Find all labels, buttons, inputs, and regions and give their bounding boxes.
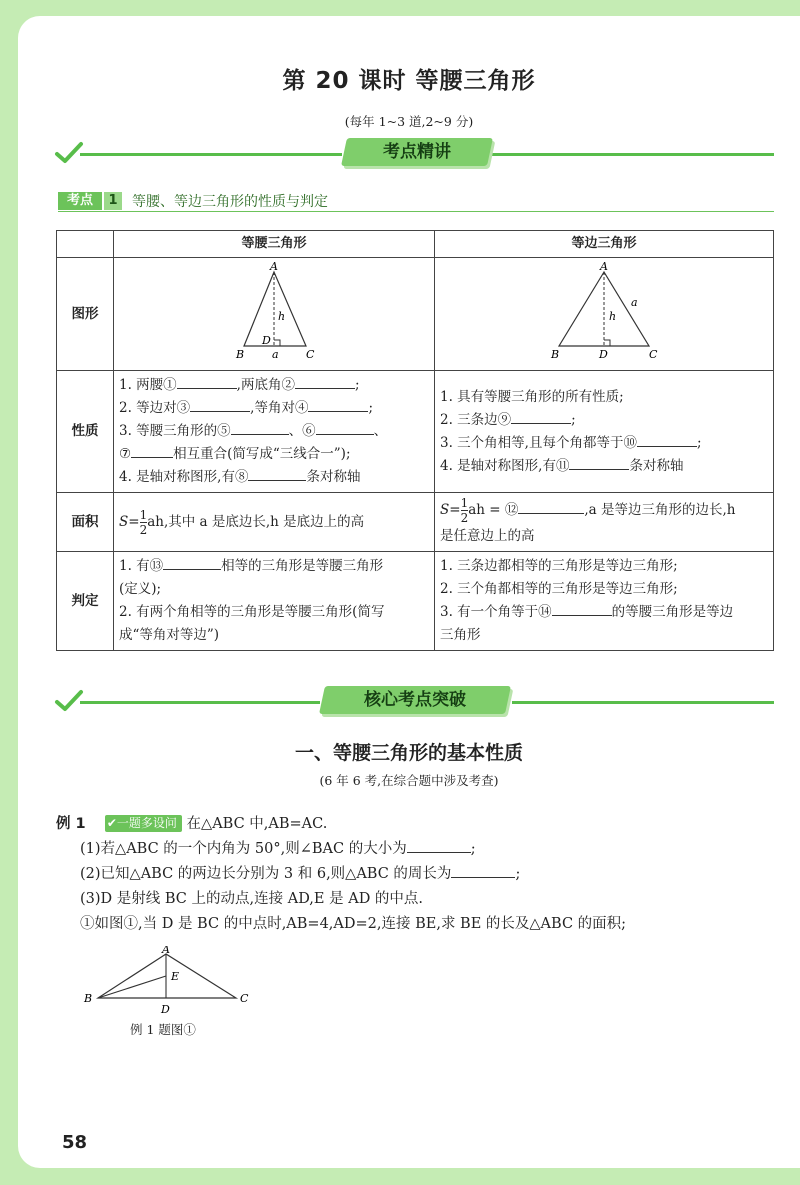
iso-prop-4a: ⑦	[119, 446, 132, 462]
iso-label-d: D	[262, 334, 271, 347]
section-badge-hexin-text: 核心考点突破	[364, 690, 466, 710]
iso-label-h: h	[278, 310, 286, 323]
iso-judge-3: 2. 有两个角相等的三角形是等腰三角形(简写	[119, 604, 385, 620]
fig-label-e: E	[171, 970, 180, 983]
question-2-end: ;	[515, 866, 521, 882]
iso-prop-2c: ;	[368, 400, 374, 416]
iso-prop-5a: 4. 是轴对称图形,有⑧	[119, 469, 249, 485]
equilateral-area-cell	[435, 493, 774, 552]
isosceles-property-cell	[114, 371, 435, 493]
equ-judge-2: 2. 三个角都相等的三角形是等边三角形;	[440, 581, 678, 597]
equ-area-post: ,a 是等边三角形的边长,h	[584, 502, 736, 518]
equ-prop-3a: 3. 三个角相等,且每个角都等于⑩	[440, 434, 637, 451]
table-corner	[57, 231, 114, 258]
header-equilateral: 等边三角形	[435, 231, 774, 258]
iso-prop-2a: 2. 等边对③	[119, 400, 191, 416]
equ-area-num: 1	[460, 496, 469, 510]
section-divider-left	[80, 153, 342, 156]
question-3-part-1: ①如图①,当 D 是 BC 的中点时,AB=4,AD=2,连接 BE,求 BE 的长及△ABC 的面积;	[80, 916, 627, 932]
multi-question-badge	[105, 815, 182, 832]
equ-area-den: 2	[460, 511, 469, 525]
question-1-end: ;	[470, 841, 476, 857]
equ-label-a-vertex: A	[600, 260, 608, 273]
equ-prop-1: 1. 具有等腰三角形的所有性质;	[440, 388, 624, 405]
page-number: 58	[62, 1132, 88, 1153]
section-badge-kaodian-text: 考点精讲	[383, 142, 451, 162]
equ-judge-3a: 3. 有一个角等于⑭	[440, 604, 552, 620]
point-title: 等腰、等边三角形的性质与判定	[132, 194, 328, 210]
section-badge-hexin	[319, 686, 511, 714]
section-badge-kaodian	[341, 138, 493, 166]
iso-judge-1a: 1. 有⑬	[119, 558, 164, 574]
iso-label-a-side: a	[272, 348, 279, 361]
example-label: 例 1	[56, 816, 86, 832]
iso-area-post: ah,其中 a 是底边长,h 是底边上的高	[147, 513, 365, 530]
figure-caption: 例 1 题图①	[130, 1022, 196, 1037]
equ-judge-1: 1. 三条边都相等的三角形是等边三角形;	[440, 558, 678, 574]
row-label-judgement: 判定	[57, 552, 114, 651]
isosceles-judgement-cell	[114, 552, 435, 651]
example-figure	[80, 946, 260, 1026]
iso-prop-1a: 1. 两腰①	[119, 377, 177, 393]
table-header-row	[57, 231, 774, 258]
topic-subtitle: (6 年 6 考,在综合题中涉及考查)	[319, 773, 499, 788]
isosceles-triangle-figure	[214, 258, 334, 362]
iso-prop-3a: 3. 等腰三角形的⑤	[119, 423, 231, 439]
equ-area-line2: 是任意边上的高	[440, 528, 535, 544]
lesson-subtitle: (每年 1~3 道,2~9 分)	[344, 114, 474, 129]
iso-label-b: B	[236, 348, 245, 361]
topic-title: 一、等腰三角形的基本性质	[294, 742, 523, 764]
iso-prop-3b: 、⑥	[288, 423, 316, 439]
iso-prop-1c: ;	[354, 377, 360, 393]
iso-prop-4b: 相互重合(简写成“三线合一”);	[173, 446, 351, 462]
fig-label-c: C	[240, 992, 249, 1005]
iso-area-pre: S=	[119, 513, 140, 530]
iso-prop-1b: ,两底角②	[236, 377, 295, 393]
equilateral-judgement-cell	[435, 552, 774, 651]
equ-label-b: B	[551, 348, 560, 361]
fig-label-a: A	[162, 946, 170, 956]
equ-area-mid: ah = ⑫	[468, 502, 519, 518]
section2-divider-right	[512, 701, 774, 704]
equ-prop-2b: ;	[571, 411, 576, 428]
iso-label-c: C	[306, 348, 315, 361]
table-row-area	[57, 493, 774, 552]
row-label-property: 性质	[57, 371, 114, 493]
equ-prop-3b: ;	[696, 434, 702, 451]
isosceles-figure-cell	[114, 258, 435, 371]
multi-question-badge-text: 一题多设问	[116, 816, 177, 830]
knowledge-table	[56, 230, 774, 651]
example-stem: 在△ABC 中,AB=AC.	[186, 816, 328, 832]
badge-check-icon: ✔	[106, 816, 117, 830]
table-row-judgement	[57, 552, 774, 651]
section2-divider-left	[80, 701, 320, 704]
section-divider-right	[492, 153, 774, 156]
header-isosceles: 等腰三角形	[114, 231, 435, 258]
iso-area-den: 2	[139, 522, 148, 537]
lesson-title: 第 20 课时 等腰三角形	[282, 68, 536, 94]
iso-judge-1b: 相等的三角形是等腰三角形	[221, 558, 384, 574]
equ-label-a-side: a	[631, 296, 638, 309]
question-3: (3)D 是射线 BC 上的动点,连接 AD,E 是 AD 的中点.	[80, 891, 424, 907]
equ-label-h: h	[609, 310, 617, 323]
point-tag: 考点	[58, 192, 102, 210]
isosceles-area-cell	[114, 493, 435, 552]
equ-area-pre: S=	[440, 502, 461, 518]
equ-judge-3b: 的等腰三角形是等边	[611, 604, 734, 620]
equilateral-figure-cell	[435, 258, 774, 371]
example-1	[56, 812, 776, 937]
point-number: 1	[104, 192, 122, 210]
table-row-property	[57, 371, 774, 493]
row-label-figure: 图形	[57, 258, 114, 371]
page	[18, 16, 800, 1168]
question-2: (2)已知△ABC 的两边长分别为 3 和 6,则△ABC 的周长为	[80, 866, 452, 882]
iso-prop-5b: 条对称轴	[306, 469, 361, 485]
iso-judge-4: 成“等角对等边”)	[119, 627, 220, 643]
equ-prop-2a: 2. 三条边⑨	[440, 411, 512, 428]
question-1: (1)若△ABC 的一个内角为 50°,则∠BAC 的大小为	[80, 841, 407, 857]
row-label-area: 面积	[57, 493, 114, 552]
equilateral-property-cell	[435, 371, 774, 493]
equ-label-c: C	[649, 348, 658, 361]
fig-label-b: B	[84, 992, 93, 1005]
equ-prop-4a: 4. 是轴对称图形,有⑪	[440, 457, 570, 474]
iso-label-a-vertex: A	[270, 260, 278, 273]
equ-label-d: D	[599, 348, 608, 361]
point-underline	[58, 211, 774, 212]
fig-label-d: D	[161, 1003, 170, 1016]
iso-prop-3c: 、	[373, 423, 388, 439]
iso-area-num: 1	[139, 507, 148, 522]
equ-judge-4: 三角形	[440, 627, 481, 643]
iso-judge-2: (定义);	[119, 581, 162, 597]
equ-prop-4b: 条对称轴	[629, 457, 684, 474]
equilateral-triangle-figure	[539, 258, 669, 362]
table-row-figure	[57, 258, 774, 371]
iso-prop-2b: ,等角对④	[250, 400, 309, 416]
